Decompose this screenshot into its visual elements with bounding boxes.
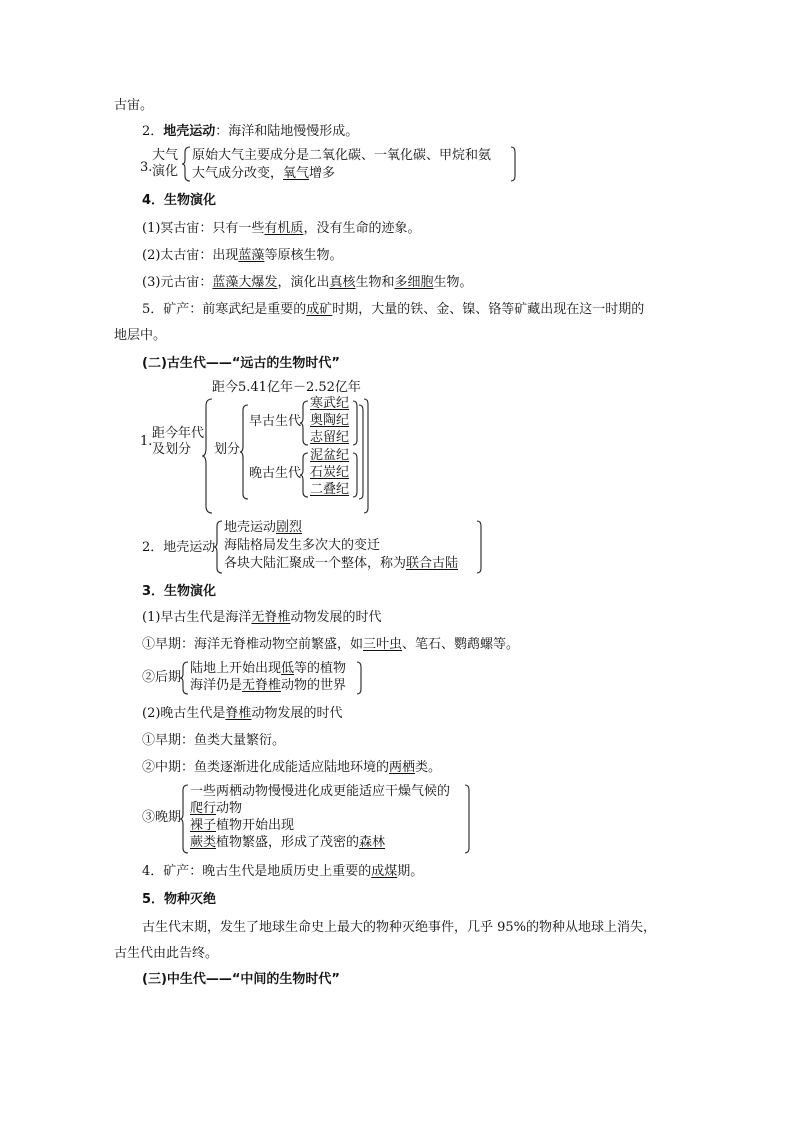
text: 增多 (309, 166, 336, 181)
period-silurian: 志留纪 (310, 430, 350, 445)
period-ordovician: 奥陶纪 (310, 413, 350, 428)
right-brace (510, 146, 518, 182)
underlined-answer: 低 (281, 661, 295, 676)
left-brace (180, 661, 190, 695)
text: 动物的世界 (281, 678, 347, 693)
right-brace (464, 784, 472, 854)
text: ①早期：海洋无脊椎动物空前繁盛，如 (142, 637, 364, 652)
date-range: 距今5.41亿年－2.52亿年 (212, 380, 361, 395)
left-brace (300, 400, 310, 446)
bracket-item (190, 661, 346, 677)
text-line: 地层中。 (114, 328, 167, 343)
text: ②中期：鱼类逐渐进化成能适应陆地环境的 (142, 760, 390, 775)
bracket-item (192, 166, 335, 182)
text: ，演化出 (277, 275, 330, 290)
right-brace (356, 661, 364, 695)
section-heading: (三)中生代——“中间的生物时代” (142, 972, 340, 987)
period-permian: 二叠纪 (310, 482, 350, 497)
era-early-paleozoic: 早古生代 (249, 414, 302, 429)
bracket-item: 原始大气主要成分是二氧化碳、一氧化碳、甲烷和氨 (192, 148, 492, 163)
text: 等原核生物。 (264, 248, 343, 263)
bracket-item (224, 556, 458, 572)
bracket-label: ②后期 (142, 670, 182, 685)
underlined-answer: 成煤 (371, 864, 398, 879)
text: (1)早古生代是海洋 (142, 610, 252, 625)
bracket-item (224, 520, 302, 536)
text: ，没有生命的迹象。 (303, 221, 421, 236)
text: 4．矿产：晚古生代是地质历史上重要的 (142, 864, 372, 879)
underlined-answer: 爬行 (190, 801, 217, 816)
left-brace (214, 520, 224, 574)
era-late-paleozoic: 晚古生代 (249, 466, 302, 481)
bracket-item (190, 678, 346, 694)
text: 动物发展的时代 (251, 706, 343, 721)
text: 5．矿产：前寒武纪是重要的 (142, 302, 307, 317)
item-number: 1. (140, 434, 153, 449)
underlined-answer: 成矿 (306, 302, 333, 317)
underlined-answer: 脊椎 (225, 706, 252, 721)
left-brace (300, 452, 310, 498)
bracket-item (190, 818, 294, 834)
underlined-answer: 两栖 (389, 760, 416, 775)
underlined-answer: 无脊椎 (251, 610, 291, 625)
period-carboniferous: 石炭纪 (310, 465, 350, 480)
right-brace (476, 520, 484, 574)
left-brace (202, 398, 214, 514)
text: 类。 (415, 760, 442, 775)
text: 期。 (397, 864, 424, 879)
period-cambrian: 寒武纪 (310, 396, 350, 411)
text: 等的植物 (294, 661, 347, 676)
text: 植物繁盛，形成了茂密的 (216, 835, 360, 850)
text: 陆地上开始出现 (190, 661, 282, 676)
item-number: 2． (142, 124, 164, 139)
text-line (142, 637, 519, 653)
bracket-label: 演化 (152, 164, 179, 179)
bracket-label: 及划分 (152, 442, 192, 457)
right-brace (363, 398, 371, 514)
bracket-item: 海陆格局发生多次大的变迁 (224, 538, 381, 553)
bracket-item (190, 801, 242, 817)
underlined-answer: 氧气 (283, 166, 310, 181)
section-heading: 4．生物演化 (142, 193, 217, 208)
underlined-answer: 森林 (359, 835, 386, 850)
text-line: 古生代末期，发生了地球生命史上最大的物种灭绝事件，几乎 95%的物种从地球上消失， (142, 920, 657, 935)
text-line (142, 302, 644, 318)
section-heading: 3．生物演化 (142, 584, 217, 599)
bracket-label: 距今年代 (152, 426, 205, 441)
text: 生物。 (433, 275, 473, 290)
text-line: ①早期：鱼类大量繁衍。 (142, 733, 286, 748)
text: 海洋仍是 (190, 678, 243, 693)
text-line (142, 248, 342, 264)
text: (1)冥古宙：只有一些 (142, 221, 265, 236)
text-line: 古宙。 (114, 98, 154, 113)
underlined-answer: 无脊椎 (242, 678, 282, 693)
text: 动物发展的时代 (290, 610, 382, 625)
item-label: 地壳运动 (163, 124, 216, 139)
text: (2)太古宙：出现 (142, 248, 239, 263)
underlined-answer: 联合古陆 (406, 556, 459, 571)
underlined-answer: 剧烈 (276, 520, 303, 535)
underlined-answer: 有机质 (264, 221, 304, 236)
bracket-label: 大气 (152, 148, 179, 163)
text: 地壳运动 (224, 520, 277, 535)
item-number: 3. (140, 160, 153, 175)
section-heading: 5．物种灭绝 (142, 892, 217, 907)
underlined-answer: 蓝藻大爆发 (212, 275, 278, 290)
text-line (142, 221, 420, 237)
underlined-answer: 蓝藻 (238, 248, 265, 263)
underlined-answer: 裸子 (190, 818, 217, 833)
period-devonian: 泥盆纪 (310, 448, 350, 463)
text: 植物开始出现 (216, 818, 295, 833)
section-crust-movement (142, 124, 358, 140)
bracket-label: ③晚期 (142, 810, 182, 825)
text-line (142, 760, 441, 776)
text: (3)元古宙： (142, 275, 213, 290)
left-brace (180, 784, 190, 854)
bracket-label: 划分 (214, 442, 241, 457)
underlined-answer: 三叶虫 (363, 637, 403, 652)
underlined-answer: 多细胞 (394, 275, 434, 290)
text-line (142, 275, 473, 291)
text: 各块大陆汇聚成一个整体，称为 (224, 556, 407, 571)
text: 、笔石、鹦鹉螺等。 (402, 637, 520, 652)
bracket-item (190, 835, 385, 851)
bracket-label: 2．地壳运动 (142, 540, 216, 555)
text-line (142, 706, 342, 722)
text-line (142, 610, 381, 626)
text: 生物和 (355, 275, 395, 290)
text-line (142, 864, 423, 880)
bracket-item: 一些两栖动物慢慢进化成更能适应干燥气候的 (190, 784, 451, 799)
underlined-answer: 蕨类 (190, 835, 217, 850)
text: 动物 (216, 801, 243, 816)
text: 大气成分改变， (192, 166, 284, 181)
text: (2)晚古生代是 (142, 706, 226, 721)
text-line: 古生代由此告终。 (114, 946, 219, 961)
text: 时期，大量的铁、金、镍、铬等矿藏出现在这一时期的 (332, 302, 645, 317)
section-heading: (二)古生代——“远古的生物时代” (142, 356, 340, 371)
underlined-answer: 真核 (329, 275, 356, 290)
left-brace (182, 146, 192, 182)
item-text: ：海洋和陆地慢慢形成。 (215, 124, 359, 139)
